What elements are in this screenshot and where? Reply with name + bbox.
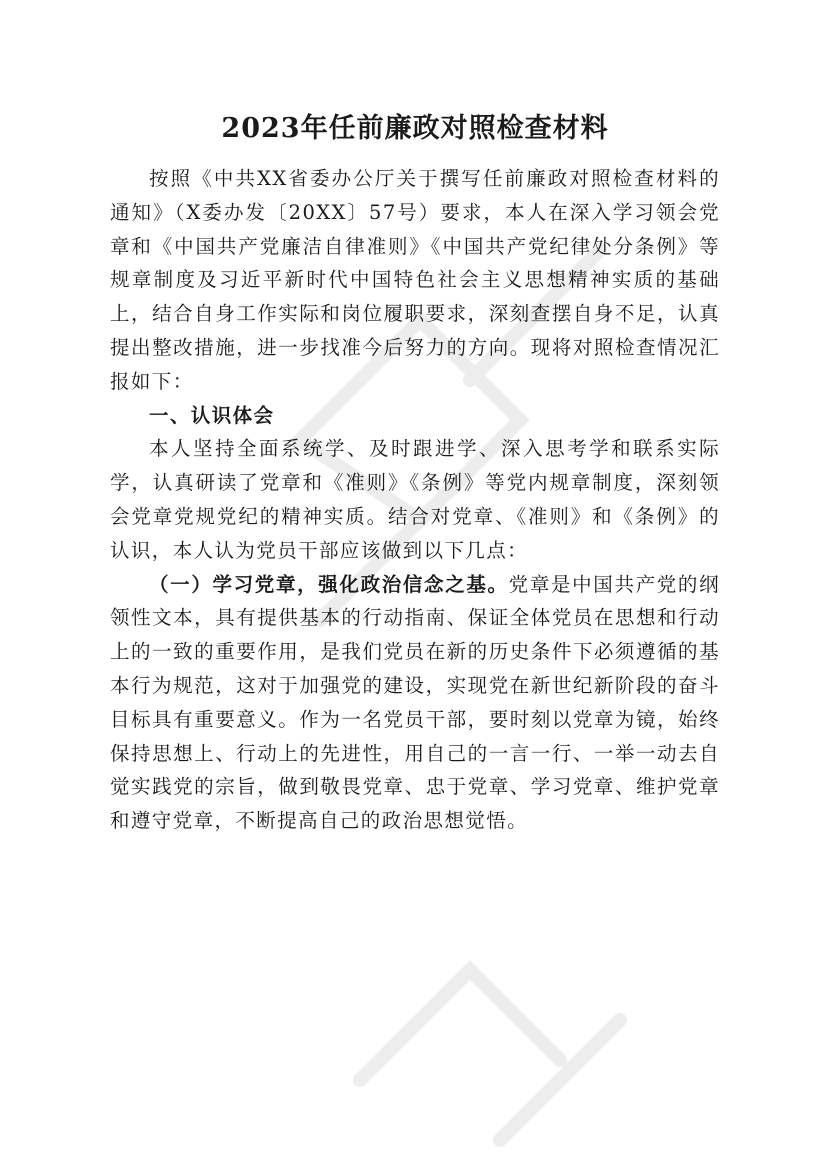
section-heading-1: 一、认识体会	[149, 403, 275, 427]
document-body	[110, 108, 720, 838]
subsection-1-lead: （一）学习党章，强化政治信念之基。	[149, 572, 509, 596]
document-title: 2023年任前廉政对照检查材料	[221, 113, 609, 144]
section-1-paragraph: 本人坚持全面系统学、及时跟进学、深入思考学和联系实际学，认真研读了党章和《准则》《条例》等党内规章制度，深刻领会党章党规党纪的精神实质。结合对党章、《准则》和《条例》的认识，本人认为党员干部应该做到以下几点：	[110, 437, 720, 562]
subsection-1-paragraph	[110, 568, 720, 838]
subsection-1-body: 党章是中国共产党的纲领性文本，具有提供基本的行动指南、保证全体党员在思想和行动上的一致的重要作用，是我们党员在新的历史条件下必须遵循的基本行为规范，这对于加强党的建设，实现党在新世纪新阶段的奋斗目标具有重要意义。作为一名党员干部，要时刻以党章为镜，始终保持思想上、行动上的先进性，用自己的一言一行、一举一动去自觉实践党的宗旨，做到敬畏党章、忠于党章、学习党章、维护党章和遵守党章，不断提高自己的政治思想觉悟。	[110, 572, 720, 833]
intro-paragraph: 按照《中共XX省委办公厅关于撰写任前廉政对照检查材料的通知》（X委办发〔20XX〕57号）要求，本人在深入学习领会党章和《中国共产党廉洁自律准则》《中国共产党纪律处分条例》等规章制度及习近平新时代中国特色社会主义思想精神实质的基础上，结合自身工作实际和岗位履职要求，深刻查摆自身不足，认真提出整改措施，进一步找准今后努力的方向。现将对照检查情况汇报如下：	[110, 167, 720, 393]
